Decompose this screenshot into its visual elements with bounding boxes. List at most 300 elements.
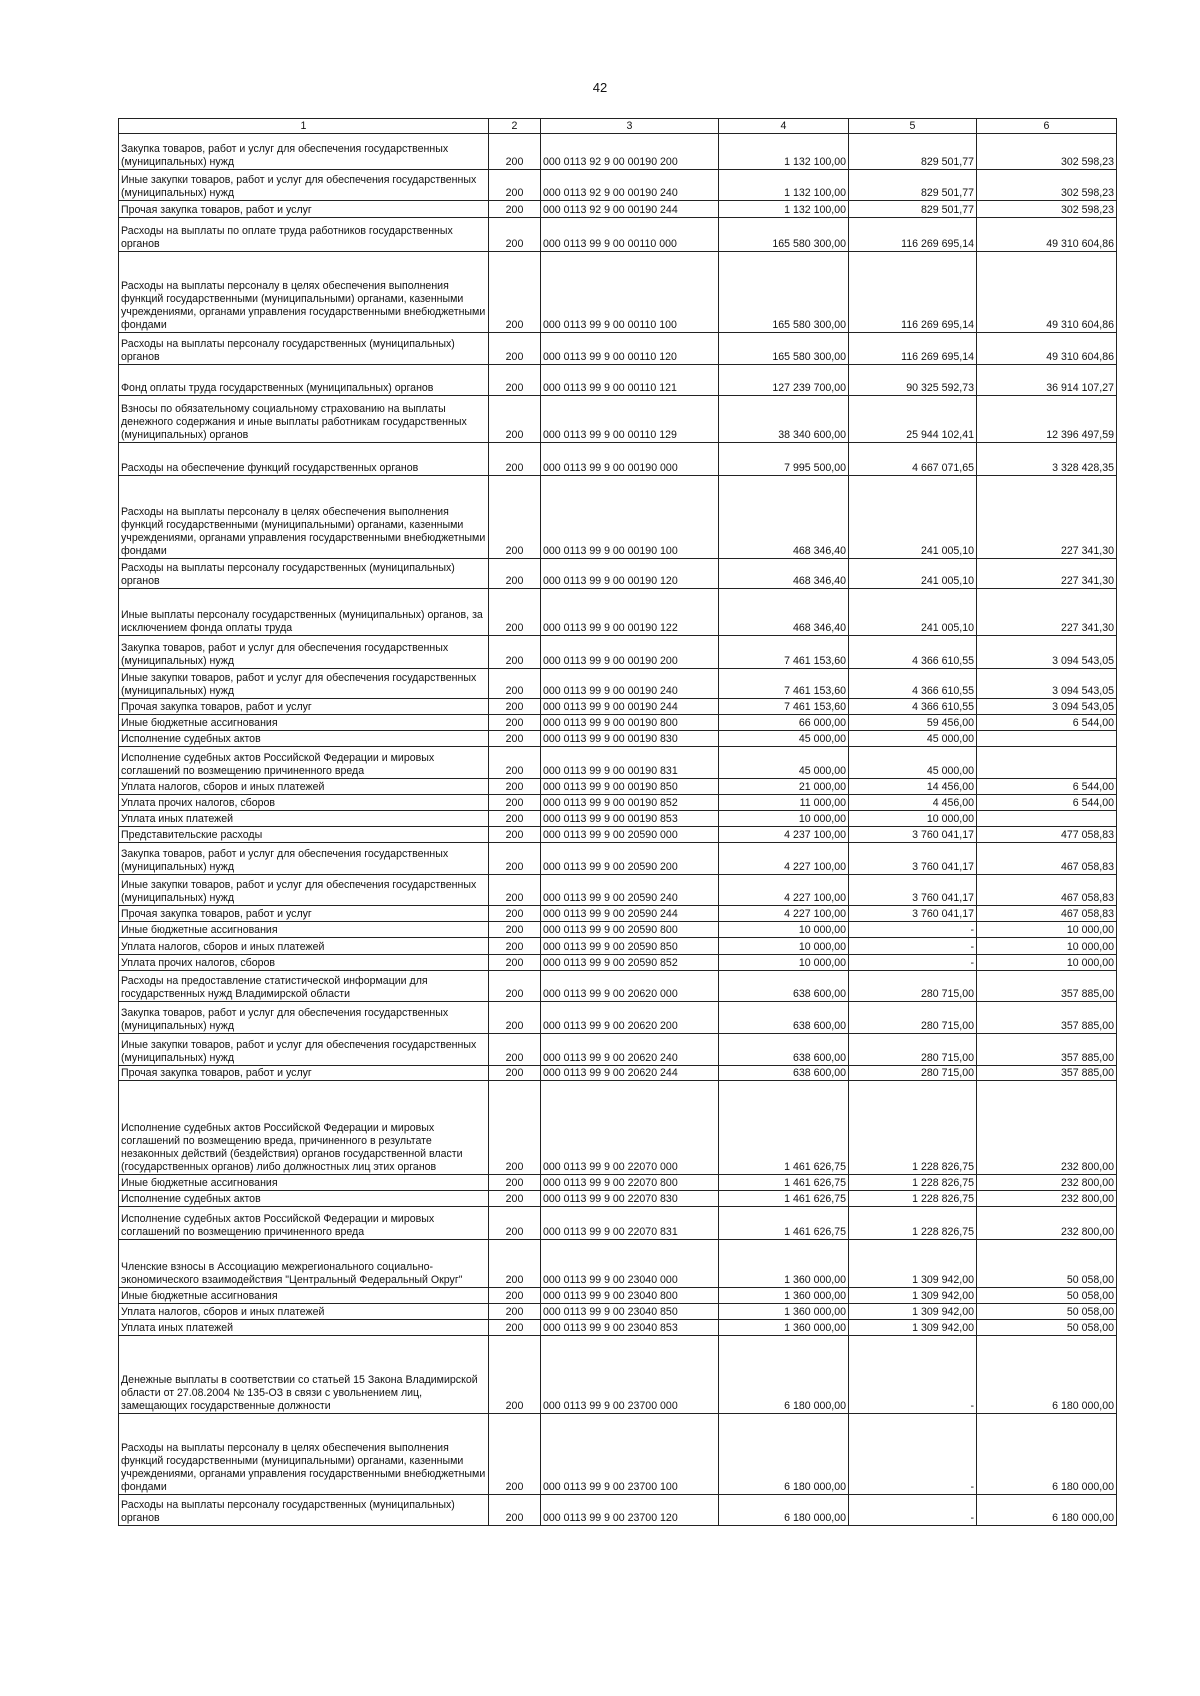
row-name: Фонд оплаты труда государственных (муниципальных) органов: [119, 365, 489, 396]
row-executed-amount: 45 000,00: [849, 747, 977, 779]
row-executed-amount: 4 456,00: [849, 795, 977, 811]
row-unexecuted-amount: 10 000,00: [977, 938, 1117, 955]
row-line-code: 200: [489, 1336, 541, 1414]
row-executed-amount: 241 005,10: [849, 559, 977, 589]
row-line-code: 200: [489, 170, 541, 201]
row-budget-code: 000 0113 99 9 00 00190 244: [541, 699, 719, 715]
row-unexecuted-amount: 6 180 000,00: [977, 1336, 1117, 1414]
row-approved-amount: 38 340 600,00: [719, 396, 849, 443]
row-line-code: 200: [489, 922, 541, 938]
row-line-code: 200: [489, 1175, 541, 1191]
row-line-code: 200: [489, 938, 541, 955]
row-executed-amount: -: [849, 1495, 977, 1526]
row-approved-amount: 10 000,00: [719, 938, 849, 955]
table-row: [119, 1175, 1117, 1191]
row-budget-code: 000 0113 99 9 00 23040 850: [541, 1304, 719, 1320]
row-unexecuted-amount: 3 328 428,35: [977, 443, 1117, 476]
table-row: [119, 1240, 1117, 1288]
row-name: Закупка товаров, работ и услуг для обеспечения государственных (муниципальных) нужд: [119, 1002, 489, 1034]
row-line-code: 200: [489, 1191, 541, 1207]
row-executed-amount: 4 366 610,55: [849, 669, 977, 699]
row-executed-amount: 116 269 695,14: [849, 333, 977, 365]
row-budget-code: 000 0113 99 9 00 00190 100: [541, 476, 719, 559]
row-budget-code: 000 0113 99 9 00 20590 240: [541, 875, 719, 906]
column-header-5: 5: [849, 119, 977, 134]
row-line-code: 200: [489, 779, 541, 795]
table-row: [119, 699, 1117, 715]
row-line-code: 200: [489, 1240, 541, 1288]
row-name: Исполнение судебных актов Российской Федерации и мировых соглашений по возмещению причиненного вреда: [119, 1207, 489, 1240]
row-budget-code: 000 0113 99 9 00 00110 121: [541, 365, 719, 396]
row-line-code: 200: [489, 1320, 541, 1336]
row-line-code: 200: [489, 1066, 541, 1081]
row-name: Прочая закупка товаров, работ и услуг: [119, 699, 489, 715]
row-name: Иные закупки товаров, работ и услуг для обеспечения государственных (муниципальных) нужд: [119, 669, 489, 699]
row-budget-code: 000 0113 99 9 00 20590 852: [541, 955, 719, 971]
table-row: [119, 252, 1117, 333]
row-unexecuted-amount: 3 094 543,05: [977, 636, 1117, 669]
row-approved-amount: 165 580 300,00: [719, 252, 849, 333]
row-unexecuted-amount: 6 544,00: [977, 715, 1117, 731]
row-unexecuted-amount: 36 914 107,27: [977, 365, 1117, 396]
row-executed-amount: 90 325 592,73: [849, 365, 977, 396]
row-executed-amount: 10 000,00: [849, 811, 977, 827]
table-row: [119, 1034, 1117, 1066]
table-row: [119, 1414, 1117, 1495]
row-approved-amount: 1 461 626,75: [719, 1207, 849, 1240]
row-approved-amount: 4 227 100,00: [719, 875, 849, 906]
row-budget-code: 000 0113 99 9 00 22070 831: [541, 1207, 719, 1240]
row-line-code: 200: [489, 443, 541, 476]
row-approved-amount: 1 461 626,75: [719, 1191, 849, 1207]
row-name: Уплата иных платежей: [119, 1320, 489, 1336]
row-budget-code: 000 0113 92 9 00 00190 244: [541, 201, 719, 218]
table-row: [119, 1066, 1117, 1081]
row-approved-amount: 4 237 100,00: [719, 827, 849, 843]
row-unexecuted-amount: 302 598,23: [977, 134, 1117, 170]
row-unexecuted-amount: 3 094 543,05: [977, 669, 1117, 699]
table-row: [119, 636, 1117, 669]
row-budget-code: 000 0113 99 9 00 00190 240: [541, 669, 719, 699]
row-approved-amount: 468 346,40: [719, 476, 849, 559]
row-unexecuted-amount: [977, 747, 1117, 779]
row-approved-amount: 165 580 300,00: [719, 333, 849, 365]
row-name: Закупка товаров, работ и услуг для обеспечения государственных (муниципальных) нужд: [119, 843, 489, 875]
row-name: Расходы на обеспечение функций государственных органов: [119, 443, 489, 476]
row-budget-code: 000 0113 99 9 00 00190 122: [541, 589, 719, 636]
row-executed-amount: 1 309 942,00: [849, 1304, 977, 1320]
row-budget-code: 000 0113 99 9 00 00190 000: [541, 443, 719, 476]
row-unexecuted-amount: 232 800,00: [977, 1207, 1117, 1240]
row-approved-amount: 468 346,40: [719, 589, 849, 636]
row-name: Уплата налогов, сборов и иных платежей: [119, 1304, 489, 1320]
row-line-code: 200: [489, 1495, 541, 1526]
row-line-code: 200: [489, 906, 541, 922]
table-row: [119, 443, 1117, 476]
row-approved-amount: 1 461 626,75: [719, 1175, 849, 1191]
row-budget-code: 000 0113 99 9 00 20590 200: [541, 843, 719, 875]
row-unexecuted-amount: 10 000,00: [977, 922, 1117, 938]
table-row: [119, 1304, 1117, 1320]
table-row: [119, 1081, 1117, 1175]
column-header-2: 2: [489, 119, 541, 134]
row-unexecuted-amount: 232 800,00: [977, 1191, 1117, 1207]
row-name: Исполнение судебных актов Российской Федерации и мировых соглашений по возмещению причиненного вреда: [119, 747, 489, 779]
table-row: [119, 589, 1117, 636]
row-line-code: 200: [489, 333, 541, 365]
row-approved-amount: 7 461 153,60: [719, 636, 849, 669]
table-row: [119, 922, 1117, 938]
row-approved-amount: 1 461 626,75: [719, 1081, 849, 1175]
row-budget-code: 000 0113 99 9 00 20620 200: [541, 1002, 719, 1034]
row-executed-amount: 280 715,00: [849, 971, 977, 1002]
row-name: Членские взносы в Ассоциацию межрегионального социально-экономического взаимодействия "Центральный Федеральный Округ": [119, 1240, 489, 1288]
row-line-code: 200: [489, 1002, 541, 1034]
row-budget-code: 000 0113 99 9 00 20590 000: [541, 827, 719, 843]
row-executed-amount: 1 309 942,00: [849, 1240, 977, 1288]
row-executed-amount: -: [849, 938, 977, 955]
row-line-code: 200: [489, 747, 541, 779]
row-approved-amount: 10 000,00: [719, 922, 849, 938]
row-approved-amount: 11 000,00: [719, 795, 849, 811]
row-approved-amount: 1 360 000,00: [719, 1288, 849, 1304]
row-unexecuted-amount: 50 058,00: [977, 1320, 1117, 1336]
row-unexecuted-amount: 357 885,00: [977, 1034, 1117, 1066]
row-executed-amount: 829 501,77: [849, 201, 977, 218]
row-executed-amount: 1 228 826,75: [849, 1207, 977, 1240]
row-unexecuted-amount: 357 885,00: [977, 971, 1117, 1002]
row-executed-amount: -: [849, 922, 977, 938]
row-name: Уплата прочих налогов, сборов: [119, 955, 489, 971]
table-row: [119, 559, 1117, 589]
row-executed-amount: 116 269 695,14: [849, 252, 977, 333]
row-approved-amount: 10 000,00: [719, 811, 849, 827]
row-executed-amount: 829 501,77: [849, 170, 977, 201]
row-budget-code: 000 0113 99 9 00 23040 000: [541, 1240, 719, 1288]
row-executed-amount: 829 501,77: [849, 134, 977, 170]
table-row: [119, 779, 1117, 795]
row-unexecuted-amount: 477 058,83: [977, 827, 1117, 843]
row-name: Расходы на выплаты персоналу в целях обеспечения выполнения функций государственными (муниципальными) органами, казенными учреждениями, органами управления государственными внебюджетными фондами: [119, 1414, 489, 1495]
row-name: Уплата прочих налогов, сборов: [119, 795, 489, 811]
row-unexecuted-amount: 49 310 604,86: [977, 218, 1117, 252]
column-header-1: 1: [119, 119, 489, 134]
row-approved-amount: 6 180 000,00: [719, 1495, 849, 1526]
row-approved-amount: 468 346,40: [719, 559, 849, 589]
row-approved-amount: 45 000,00: [719, 731, 849, 747]
table-row: [119, 669, 1117, 699]
row-unexecuted-amount: 6 544,00: [977, 779, 1117, 795]
row-name: Прочая закупка товаров, работ и услуг: [119, 906, 489, 922]
row-approved-amount: 638 600,00: [719, 1034, 849, 1066]
row-line-code: 200: [489, 252, 541, 333]
row-budget-code: 000 0113 99 9 00 00190 120: [541, 559, 719, 589]
row-name: Уплата налогов, сборов и иных платежей: [119, 779, 489, 795]
row-executed-amount: 4 667 071,65: [849, 443, 977, 476]
row-unexecuted-amount: 232 800,00: [977, 1175, 1117, 1191]
table-row: [119, 875, 1117, 906]
row-unexecuted-amount: 6 544,00: [977, 795, 1117, 811]
row-executed-amount: 14 456,00: [849, 779, 977, 795]
row-unexecuted-amount: 12 396 497,59: [977, 396, 1117, 443]
table-row: [119, 1336, 1117, 1414]
table-row: [119, 827, 1117, 843]
row-budget-code: 000 0113 99 9 00 00190 853: [541, 811, 719, 827]
table-row: [119, 906, 1117, 922]
row-name: Закупка товаров, работ и услуг для обеспечения государственных (муниципальных) нужд: [119, 134, 489, 170]
table-row: [119, 201, 1117, 218]
row-budget-code: 000 0113 99 9 00 20620 000: [541, 971, 719, 1002]
table-header-row: [119, 119, 1117, 134]
row-budget-code: 000 0113 99 9 00 00190 200: [541, 636, 719, 669]
row-approved-amount: 4 227 100,00: [719, 843, 849, 875]
row-executed-amount: 241 005,10: [849, 476, 977, 559]
row-budget-code: 000 0113 99 9 00 00110 129: [541, 396, 719, 443]
row-budget-code: 000 0113 92 9 00 00190 240: [541, 170, 719, 201]
row-line-code: 200: [489, 795, 541, 811]
row-budget-code: 000 0113 99 9 00 23040 800: [541, 1288, 719, 1304]
row-executed-amount: 3 760 041,17: [849, 875, 977, 906]
row-unexecuted-amount: 357 885,00: [977, 1002, 1117, 1034]
row-line-code: 200: [489, 559, 541, 589]
table-body: [119, 134, 1117, 1526]
row-budget-code: 000 0113 99 9 00 23040 853: [541, 1320, 719, 1336]
row-line-code: 200: [489, 1414, 541, 1495]
row-name: Исполнение судебных актов: [119, 731, 489, 747]
row-executed-amount: 1 228 826,75: [849, 1081, 977, 1175]
row-unexecuted-amount: 49 310 604,86: [977, 252, 1117, 333]
row-line-code: 200: [489, 811, 541, 827]
table-row: [119, 1191, 1117, 1207]
row-budget-code: 000 0113 99 9 00 00190 800: [541, 715, 719, 731]
row-line-code: 200: [489, 699, 541, 715]
row-approved-amount: 7 995 500,00: [719, 443, 849, 476]
row-budget-code: 000 0113 99 9 00 00190 852: [541, 795, 719, 811]
row-name: Иные закупки товаров, работ и услуг для обеспечения государственных (муниципальных) нужд: [119, 1034, 489, 1066]
row-name: Расходы на выплаты по оплате труда работников государственных органов: [119, 218, 489, 252]
row-executed-amount: 1 228 826,75: [849, 1191, 977, 1207]
table-row: [119, 938, 1117, 955]
row-unexecuted-amount: 6 180 000,00: [977, 1495, 1117, 1526]
row-budget-code: 000 0113 99 9 00 00110 100: [541, 252, 719, 333]
table-row: [119, 365, 1117, 396]
row-line-code: 200: [489, 1034, 541, 1066]
table-row: [119, 731, 1117, 747]
row-line-code: 200: [489, 1207, 541, 1240]
table-row: [119, 747, 1117, 779]
row-unexecuted-amount: 227 341,30: [977, 476, 1117, 559]
row-line-code: 200: [489, 589, 541, 636]
row-unexecuted-amount: 302 598,23: [977, 201, 1117, 218]
row-line-code: 200: [489, 715, 541, 731]
row-approved-amount: 638 600,00: [719, 1066, 849, 1081]
row-unexecuted-amount: 10 000,00: [977, 955, 1117, 971]
row-budget-code: 000 0113 99 9 00 22070 800: [541, 1175, 719, 1191]
row-executed-amount: 3 760 041,17: [849, 843, 977, 875]
table-row: [119, 1320, 1117, 1336]
row-line-code: 200: [489, 843, 541, 875]
row-approved-amount: 165 580 300,00: [719, 218, 849, 252]
row-name: Иные выплаты персоналу государственных (муниципальных) органов, за исключением фонда оплаты труда: [119, 589, 489, 636]
row-line-code: 200: [489, 1081, 541, 1175]
row-name: Расходы на выплаты персоналу в целях обеспечения выполнения функций государственными (муниципальными) органами, казенными учреждениями, органами управления государственными внебюджетными фондами: [119, 252, 489, 333]
table-row: [119, 795, 1117, 811]
row-budget-code: 000 0113 99 9 00 20620 244: [541, 1066, 719, 1081]
table-row: [119, 955, 1117, 971]
row-line-code: 200: [489, 1304, 541, 1320]
row-executed-amount: 4 366 610,55: [849, 636, 977, 669]
row-budget-code: 000 0113 99 9 00 00110 120: [541, 333, 719, 365]
row-approved-amount: 127 239 700,00: [719, 365, 849, 396]
row-line-code: 200: [489, 134, 541, 170]
row-unexecuted-amount: [977, 811, 1117, 827]
row-line-code: 200: [489, 875, 541, 906]
row-unexecuted-amount: 3 094 543,05: [977, 699, 1117, 715]
row-approved-amount: 6 180 000,00: [719, 1336, 849, 1414]
row-name: Расходы на предоставление статистической информации для государственных нужд Владимирской области: [119, 971, 489, 1002]
row-executed-amount: 116 269 695,14: [849, 218, 977, 252]
row-name: Иные закупки товаров, работ и услуг для обеспечения государственных (муниципальных) нужд: [119, 170, 489, 201]
row-budget-code: 000 0113 99 9 00 23700 000: [541, 1336, 719, 1414]
row-approved-amount: 21 000,00: [719, 779, 849, 795]
row-unexecuted-amount: 227 341,30: [977, 589, 1117, 636]
table-row: [119, 396, 1117, 443]
row-budget-code: 000 0113 99 9 00 20590 244: [541, 906, 719, 922]
row-approved-amount: 6 180 000,00: [719, 1414, 849, 1495]
row-line-code: 200: [489, 396, 541, 443]
row-approved-amount: 45 000,00: [719, 747, 849, 779]
row-executed-amount: 4 366 610,55: [849, 699, 977, 715]
row-name: Закупка товаров, работ и услуг для обеспечения государственных (муниципальных) нужд: [119, 636, 489, 669]
row-name: Расходы на выплаты персоналу государственных (муниципальных) органов: [119, 1495, 489, 1526]
row-unexecuted-amount: 50 058,00: [977, 1240, 1117, 1288]
row-unexecuted-amount: 232 800,00: [977, 1081, 1117, 1175]
column-header-4: 4: [719, 119, 849, 134]
row-approved-amount: 7 461 153,60: [719, 699, 849, 715]
table-row: [119, 1495, 1117, 1526]
row-executed-amount: 45 000,00: [849, 731, 977, 747]
table-row: [119, 843, 1117, 875]
row-budget-code: 000 0113 99 9 00 23700 120: [541, 1495, 719, 1526]
row-approved-amount: 7 461 153,60: [719, 669, 849, 699]
row-budget-code: 000 0113 99 9 00 00110 000: [541, 218, 719, 252]
row-unexecuted-amount: 50 058,00: [977, 1304, 1117, 1320]
row-unexecuted-amount: 467 058,83: [977, 875, 1117, 906]
row-approved-amount: 1 360 000,00: [719, 1304, 849, 1320]
row-unexecuted-amount: 302 598,23: [977, 170, 1117, 201]
row-approved-amount: 1 132 100,00: [719, 134, 849, 170]
row-executed-amount: 3 760 041,17: [849, 906, 977, 922]
row-name: Прочая закупка товаров, работ и услуг: [119, 1066, 489, 1081]
table-row: [119, 1002, 1117, 1034]
row-executed-amount: -: [849, 1414, 977, 1495]
table-row: [119, 476, 1117, 559]
row-unexecuted-amount: 50 058,00: [977, 1288, 1117, 1304]
table-row: [119, 811, 1117, 827]
table-row: [119, 971, 1117, 1002]
row-line-code: 200: [489, 731, 541, 747]
row-budget-code: 000 0113 99 9 00 00190 830: [541, 731, 719, 747]
row-name: Взносы по обязательному социальному страхованию на выплаты денежного содержания и иные выплаты работникам государственных (муниципальных) органов: [119, 396, 489, 443]
row-line-code: 200: [489, 201, 541, 218]
page-number: 42: [592, 80, 608, 95]
table-row: [119, 1207, 1117, 1240]
row-unexecuted-amount: 49 310 604,86: [977, 333, 1117, 365]
row-executed-amount: 241 005,10: [849, 589, 977, 636]
row-line-code: 200: [489, 218, 541, 252]
column-header-3: 3: [541, 119, 719, 134]
row-budget-code: 000 0113 99 9 00 22070 000: [541, 1081, 719, 1175]
row-line-code: 200: [489, 971, 541, 1002]
row-budget-code: 000 0113 99 9 00 22070 830: [541, 1191, 719, 1207]
table-row: [119, 170, 1117, 201]
budget-execution-table: [118, 118, 1117, 1526]
row-executed-amount: 1 309 942,00: [849, 1288, 977, 1304]
row-executed-amount: 3 760 041,17: [849, 827, 977, 843]
row-budget-code: 000 0113 99 9 00 20590 850: [541, 938, 719, 955]
row-line-code: 200: [489, 476, 541, 559]
row-executed-amount: 1 309 942,00: [849, 1320, 977, 1336]
row-executed-amount: -: [849, 955, 977, 971]
row-approved-amount: 10 000,00: [719, 955, 849, 971]
row-approved-amount: 1 132 100,00: [719, 201, 849, 218]
row-budget-code: 000 0113 99 9 00 00190 850: [541, 779, 719, 795]
row-name: Прочая закупка товаров, работ и услуг: [119, 201, 489, 218]
row-executed-amount: 280 715,00: [849, 1002, 977, 1034]
row-approved-amount: 638 600,00: [719, 1002, 849, 1034]
row-approved-amount: 1 360 000,00: [719, 1240, 849, 1288]
row-budget-code: 000 0113 99 9 00 00190 831: [541, 747, 719, 779]
row-unexecuted-amount: 357 885,00: [977, 1066, 1117, 1081]
row-approved-amount: 66 000,00: [719, 715, 849, 731]
row-budget-code: 000 0113 92 9 00 00190 200: [541, 134, 719, 170]
row-approved-amount: 1 132 100,00: [719, 170, 849, 201]
row-name: Расходы на выплаты персоналу государственных (муниципальных) органов: [119, 559, 489, 589]
row-unexecuted-amount: [977, 731, 1117, 747]
row-executed-amount: 59 456,00: [849, 715, 977, 731]
row-line-code: 200: [489, 1288, 541, 1304]
row-unexecuted-amount: 467 058,83: [977, 906, 1117, 922]
row-name: Иные бюджетные ассигнования: [119, 715, 489, 731]
row-executed-amount: 1 228 826,75: [849, 1175, 977, 1191]
row-name: Уплата иных платежей: [119, 811, 489, 827]
row-name: Расходы на выплаты персоналу в целях обеспечения выполнения функций государственными (муниципальными) органами, казенными учреждениями, органами управления государственными внебюджетными фондами: [119, 476, 489, 559]
table-row: [119, 715, 1117, 731]
row-executed-amount: -: [849, 1336, 977, 1414]
row-executed-amount: 25 944 102,41: [849, 396, 977, 443]
row-name: Исполнение судебных актов Российской Федерации и мировых соглашений по возмещению вреда, причиненного в результате незаконных действий (бездействия) органов государственной власти (государственных органов) либо должностных лиц этих органов: [119, 1081, 489, 1175]
row-name: Представительские расходы: [119, 827, 489, 843]
row-line-code: 200: [489, 955, 541, 971]
row-approved-amount: 1 360 000,00: [719, 1320, 849, 1336]
row-executed-amount: 280 715,00: [849, 1066, 977, 1081]
row-line-code: 200: [489, 365, 541, 396]
row-executed-amount: 280 715,00: [849, 1034, 977, 1066]
row-unexecuted-amount: 467 058,83: [977, 843, 1117, 875]
column-header-6: 6: [977, 119, 1117, 134]
row-line-code: 200: [489, 827, 541, 843]
row-budget-code: 000 0113 99 9 00 20620 240: [541, 1034, 719, 1066]
row-budget-code: 000 0113 99 9 00 23700 100: [541, 1414, 719, 1495]
row-budget-code: 000 0113 99 9 00 20590 800: [541, 922, 719, 938]
row-unexecuted-amount: 227 341,30: [977, 559, 1117, 589]
table-row: [119, 218, 1117, 252]
table-row: [119, 1288, 1117, 1304]
row-name: Иные закупки товаров, работ и услуг для обеспечения государственных (муниципальных) нужд: [119, 875, 489, 906]
row-name: Иные бюджетные ассигнования: [119, 922, 489, 938]
row-name: Иные бюджетные ассигнования: [119, 1288, 489, 1304]
row-approved-amount: 638 600,00: [719, 971, 849, 1002]
